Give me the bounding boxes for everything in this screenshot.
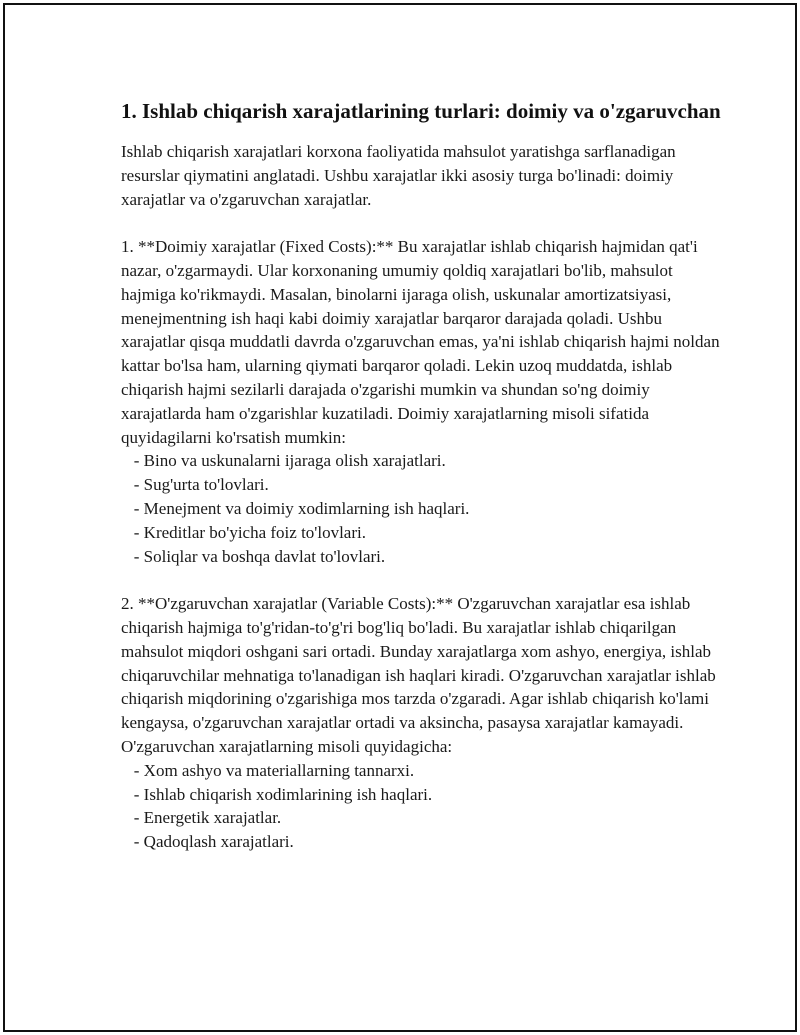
list-item: - Energetik xarajatlar. xyxy=(121,808,282,828)
list-item: - Menejment va doimiy xodimlarning ish haqlari. xyxy=(121,498,470,518)
list-item: - Qadoqlash xarajatlari. xyxy=(121,832,294,852)
list-item: - Xom ashyo va materiallarning tannarxi. xyxy=(121,760,415,780)
section-heading: 1. Ishlab chiqarish xarajatlarining turlari: doimiy va o'zgaruvchan xyxy=(121,99,721,123)
list-item: - Kreditlar bo'yicha foiz to'lovlari. xyxy=(121,522,366,542)
document-page xyxy=(3,3,797,1032)
paragraph-gap xyxy=(121,211,721,235)
list-item: - Ishlab chiqarish xodimlarining ish haqlari. xyxy=(121,784,433,804)
variable-costs-paragraph: 2. **O'zgaruvchan xarajatlar (Variable Costs):** O'zgaruvchan xarajatlar esa ishlab chiqarish hajmiga to'g'ridan-to'g'ri bog'liq bo'ladi. Bu xarajatlar ishlab chiqarilgan mahsulot miqdori oshgani sari ortadi. Bunday xarajatlarga xom ashyo, energiya, ishlab chiqaruvchilar mehnatiga to'lanadigan ish haqlari kiradi. O'zgaruvchan xarajatlar ishlab chiqarish miqdorining o'zgarishiga mos tarzda o'zgaradi. Agar ishlab chiqarish ko'lami kengaysa, o'zgaruvchan xarajatlar ortadi va aksincha, pasaysa xarajatlar kamayadi. O'zgaruvchan xarajatlarning misoli quyidagicha: xyxy=(121,594,716,756)
document-body xyxy=(121,97,721,854)
list-item: - Bino va uskunalarni ijaraga olish xarajatlari. xyxy=(121,451,446,471)
list-item: - Soliqlar va boshqa davlat to'lovlari. xyxy=(121,546,386,566)
intro-paragraph: Ishlab chiqarish xarajatlari korxona faoliyatida mahsulot yaratishga sarflanadigan resurslar qiymatini anglatadi. Ushbu xarajatlar ikki asosiy turga bo'linadi: doimiy xarajatlar va o'zgaruvchan xarajatlar. xyxy=(121,142,676,209)
variable-costs-list xyxy=(121,759,721,854)
fixed-costs-list xyxy=(121,449,721,568)
list-item: - Sug'urta to'lovlari. xyxy=(121,475,269,495)
fixed-costs-paragraph: 1. **Doimiy xarajatlar (Fixed Costs):** Bu xarajatlar ishlab chiqarish hajmidan qat'i nazar, o'zgarmaydi. Ular korxonaning umumiy qoldiq xarajatlari bo'lib, mahsulot hajmiga ko'rikmaydi. Masalan, binolarni ijaraga olish, uskunalar amortizatsiyasi, menejmentning ish haqi kabi doimiy xarajatlar barqaror darajada qoladi. Ushbu xarajatlar qisqa muddatli davrda o'zgaruvchan emas, ya'ni ishlab chiqarish hajmi noldan kattar bo'lsa ham, ularning qiymati barqaror qoladi. Lekin uzoq muddatda, ishlab chiqarish hajmi sezilarli darajada o'zgarishi mumkin va shundan so'ng doimiy xarajatlarda ham o'zgarishlar kuzatiladi. Doimiy xarajatlarning misoli sifatida quyidagilarni ko'rsatish mumkin: xyxy=(121,237,720,447)
paragraph-gap xyxy=(121,568,721,592)
